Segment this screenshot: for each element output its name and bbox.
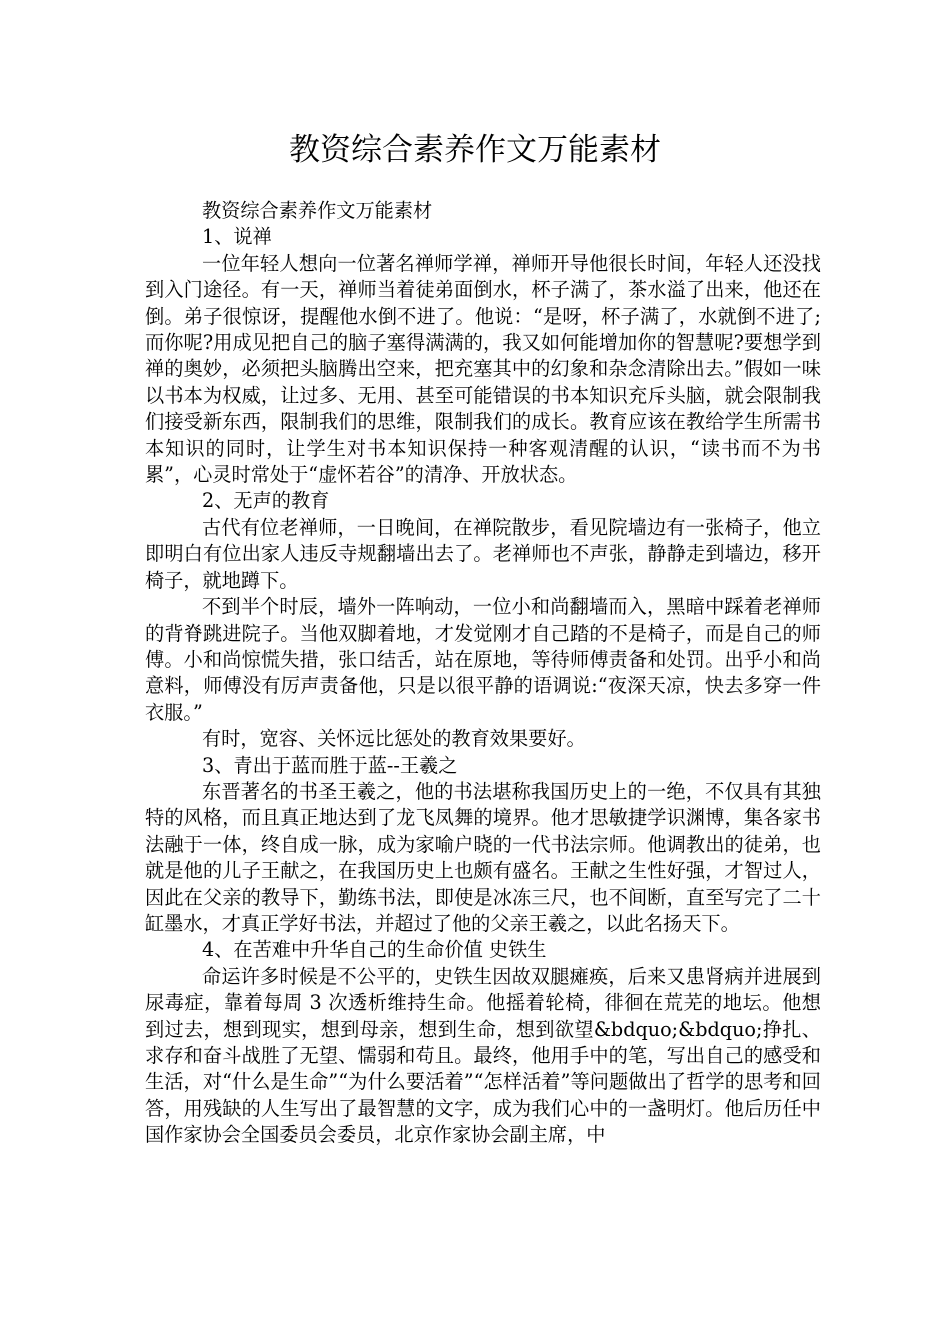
subtitle-paragraph: 教资综合素养作文万能素材 (202, 199, 433, 222)
section-heading-2: 2、无声的教育 (202, 489, 330, 513)
body-paragraph: 不到半个时辰，墙外一阵响动，一位小和尚翻墙而入，黑暗中踩着老禅师的背脊跳进院子。当他双脚着地，才发觉刚才自己踏的不是椅子，而是自己的师傅。小和尚惊慌失措，张口结舌，站在原地，等待师傅责备和处罚。出乎小和尚意料，师傅没有厉声责备他，只是以很平静的语调说:“夜深天凉，快去多穿一件衣服。” (145, 595, 821, 724)
document-title: 教资综合素养作文万能素材 (289, 132, 661, 168)
document-body (145, 198, 821, 1149)
body-paragraph: 命运许多时候是不公平的，史铁生因故双腿瘫痪，后来又患肾病并进展到尿毒症，靠着每周 3 次透析维持生命。他摇着轮椅，徘徊在荒芜的地坛。他想到过去，想到现实，想到母亲，想到生命，想到欲望&bdquo;&bdquo;挣扎、求存和奋斗战胜了无望、懦弱和苟且。最终，他用手中的笔，写出自己的感受和生活，对“什么是生命”“为什么要活着”“怎样活着”等问题做出了哲学的思考和回答，用残缺的人生写出了最智慧的文字，成为我们心中的一盏明灯。他后历任中国作家协会全国委员会委员，北京作家协会副主席，中 (145, 964, 821, 1147)
section-heading-1: 1、说禅 (202, 225, 272, 249)
body-paragraph: 东晋著名的书圣王羲之，他的书法堪称我国历史上的一绝，不仅具有其独特的风格，而且真正地达到了龙飞凤舞的境界。他才思敏捷学识渊博，集各家书法融于一体，终自成一脉，成为家喻户晓的一代书法宗师。他调教出的徒弟，也就是他的儿子王献之，在我国历史上也颇有盛名。王献之生性好强，才智过人，因此在父亲的教导下，勤练书法，即使是冰冻三尺，也不间断，直至写完了二十缸墨水，才真正学好书法，并超过了他的父亲王羲之，以此名扬天下。 (145, 779, 821, 935)
body-paragraph: 一位年轻人想向一位著名禅师学禅，禅师开导他很长时间，年轻人还没找到入门途径。有一天，禅师当着徒弟面倒水，杯子满了，茶水溢了出来，他还在倒。弟子很惊讶，提醒他水倒不进了。他说：“是呀，杯子满了，水就倒不进了;而你呢?用成见把自己的脑子塞得满满的，我又如何能增加你的智慧呢?要想学到禅的奥妙，必须把头脑腾出空来，把充塞其中的幻象和杂念清除出去。”假如一味以书本为权威，让过多、无用、甚至可能错误的书本知识充斥头脑，就会限制我们接受新东西，限制我们的思维，限制我们的成长。教育应该在教给学生所需书本知识的同时，让学生对书本知识保持一种客观清醒的认识，“读书而不为书累”，心灵时常处于“虚怀若谷”的清净、开放状态。 (145, 251, 821, 487)
section-heading-3: 3、青出于蓝而胜于蓝--王羲之 (202, 753, 458, 777)
body-paragraph: 古代有位老禅师，一日晚间，在禅院散步，看见院墙边有一张椅子，他立即明白有位出家人违反寺规翻墙出去了。老禅师也不声张，静静走到墙边，移开椅子，就地蹲下。 (145, 515, 821, 592)
body-paragraph: 有时，宽容、关怀远比惩处的教育效果要好。 (202, 727, 586, 751)
section-heading-4: 4、在苦难中升华自己的生命价值 史铁生 (202, 938, 547, 962)
